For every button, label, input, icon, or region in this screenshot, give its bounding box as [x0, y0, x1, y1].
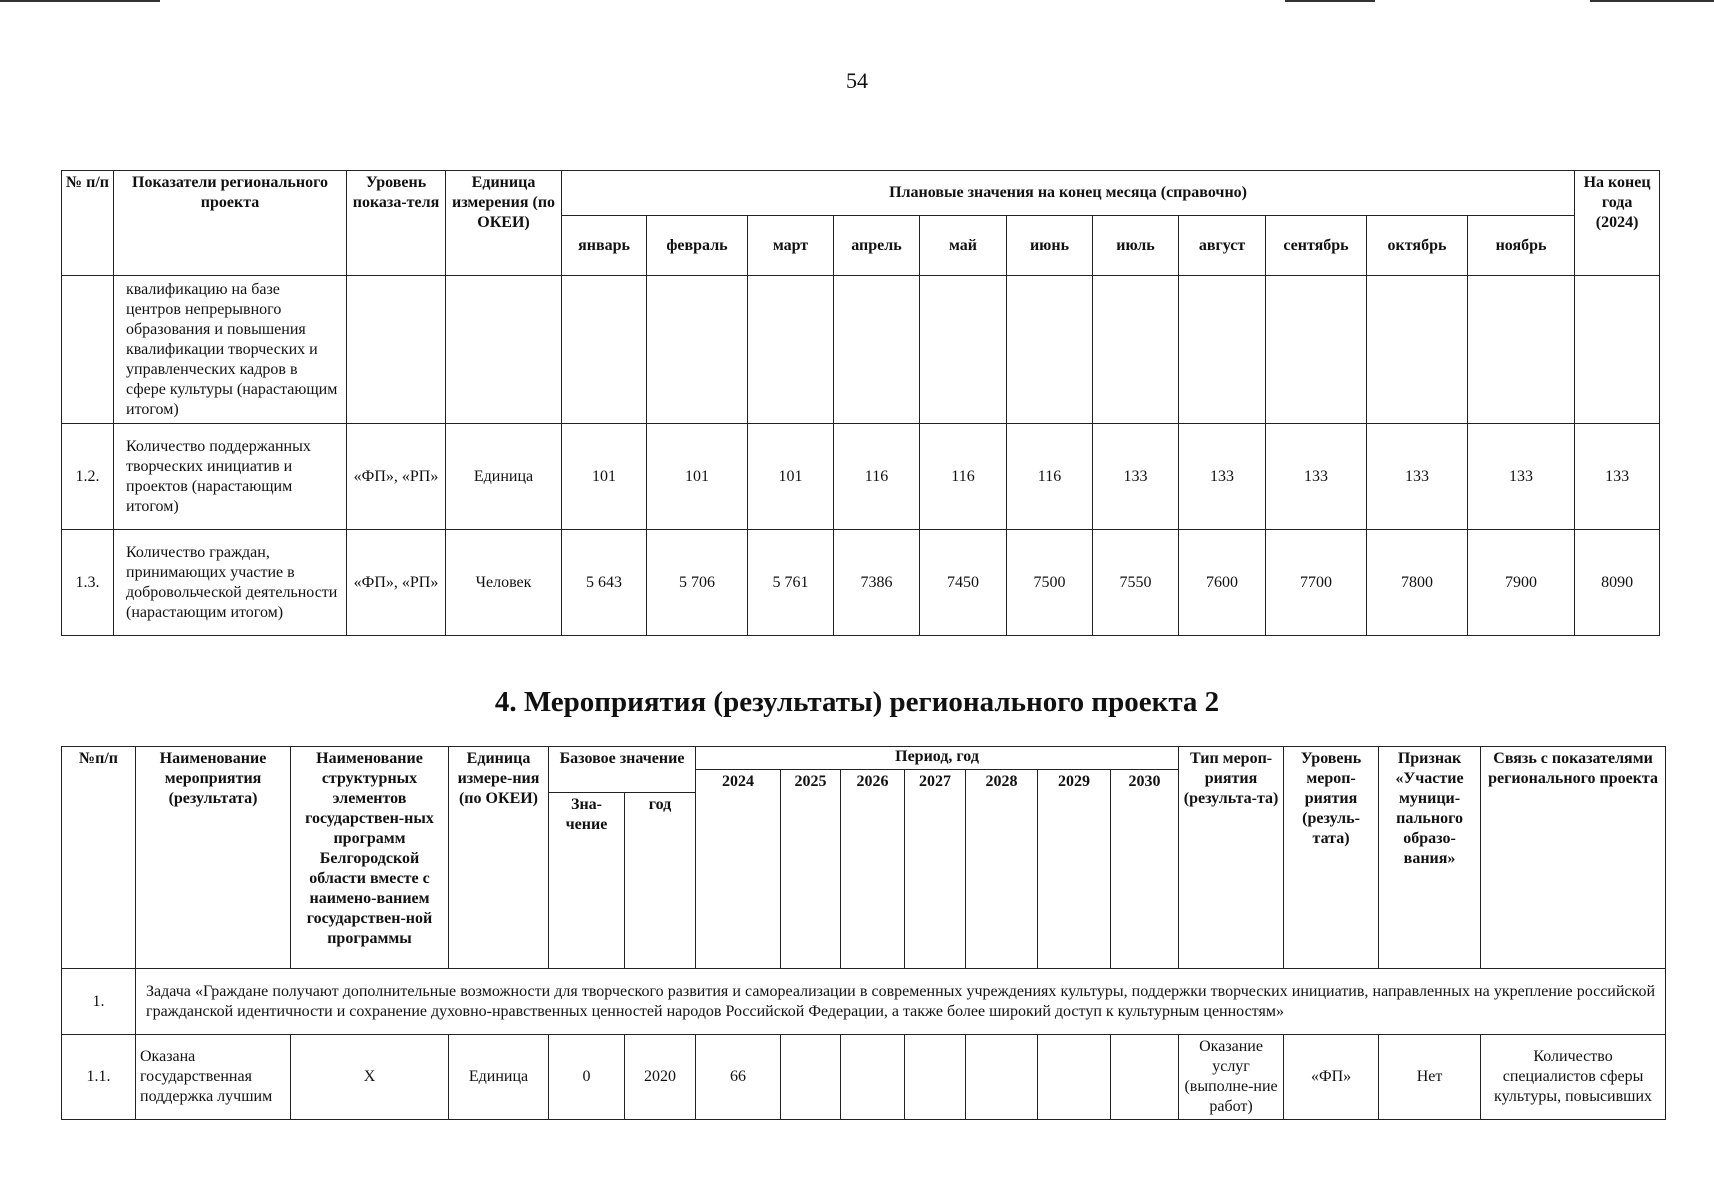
header-month: июль — [1093, 216, 1179, 276]
header-month: апрель — [834, 216, 920, 276]
row-level — [347, 276, 446, 424]
row-structural: X — [291, 1035, 449, 1120]
row-indicator-name: Количество поддержанных творческих инициатив и проектов (нарастающим итогом) — [114, 424, 347, 530]
section-title: 4. Мероприятия (результаты) регионального проекта 2 — [494, 686, 1220, 718]
header-year-end: На конец года (2024) — [1575, 171, 1660, 276]
row-event-name: Оказана государственная поддержка лучшим — [136, 1035, 291, 1120]
row-value: 133 — [1367, 424, 1468, 530]
header-year: 2025 — [781, 770, 841, 969]
row-value: 101 — [647, 424, 748, 530]
task-num: 1. — [62, 969, 136, 1035]
header-year: 2027 — [905, 770, 966, 969]
row-value — [647, 276, 748, 424]
header-year: 2030 — [1111, 770, 1179, 969]
row-level: «ФП», «РП» — [347, 530, 446, 636]
header-structural: Наименование структурных элементов государствен-ных программ Белгородской области вместе с наимено-ванием государствен-ной программы — [291, 747, 449, 969]
row-value: 7800 — [1367, 530, 1468, 636]
row-year-end — [1575, 276, 1660, 424]
row-value: 133 — [1468, 424, 1575, 530]
row-year-value: 66 — [696, 1035, 781, 1120]
header-unit: Единица измерения (по ОКЕИ) — [446, 171, 562, 276]
scan-artifact-line — [1590, 0, 1714, 2]
row-link: Количество специалистов сферы культуры, повысивших — [1481, 1035, 1666, 1120]
indicators-table — [61, 170, 1660, 636]
row-value: 101 — [748, 424, 834, 530]
header-base: Базовое значение — [549, 747, 696, 793]
row-num: 1.2. — [62, 424, 114, 530]
header-year: 2029 — [1038, 770, 1111, 969]
row-value — [920, 276, 1007, 424]
task-row — [62, 969, 1666, 1035]
header-link: Связь с показателями регионального проекта — [1481, 747, 1666, 969]
row-value: 133 — [1179, 424, 1266, 530]
row-value: 7900 — [1468, 530, 1575, 636]
header-base-year: год — [625, 793, 696, 969]
row-value — [1093, 276, 1179, 424]
header-unit: Единица измере-ния (по ОКЕИ) — [449, 747, 549, 969]
row-base-year: 2020 — [625, 1035, 696, 1120]
row-value: 7600 — [1179, 530, 1266, 636]
row-unit: Единица — [449, 1035, 549, 1120]
header-year: 2026 — [841, 770, 905, 969]
row-indicator-name: квалификацию на базе центров непрерывного образования и повышения квалификации творческих и управленческих кадров в сфере культуры (нарастающим итогом) — [114, 276, 347, 424]
row-value: 5 761 — [748, 530, 834, 636]
header-type: Тип мероп-риятия (результа-та) — [1179, 747, 1284, 969]
row-value: 101 — [562, 424, 647, 530]
row-value — [1266, 276, 1367, 424]
row-value — [748, 276, 834, 424]
row-unit: Человек — [446, 530, 562, 636]
row-year-end: 133 — [1575, 424, 1660, 530]
header-event-name: Наименование мероприятия (результата) — [136, 747, 291, 969]
table-row — [62, 276, 1660, 424]
header-num: № п/п — [62, 171, 114, 276]
row-value: 133 — [1093, 424, 1179, 530]
header-period: Период, год — [696, 747, 1179, 770]
page-number: 54 — [846, 68, 868, 93]
row-value: 7700 — [1266, 530, 1367, 636]
header-base-value: Зна-чение — [549, 793, 625, 969]
row-value: 133 — [1266, 424, 1367, 530]
row-year-value — [841, 1035, 905, 1120]
row-value — [1007, 276, 1093, 424]
header-level: Уровень мероп-риятия (резуль-тата) — [1284, 747, 1379, 969]
row-value: 5 643 — [562, 530, 647, 636]
header-month: ноябрь — [1468, 216, 1575, 276]
row-year-value — [1038, 1035, 1111, 1120]
header-month: сентябрь — [1266, 216, 1367, 276]
row-type: Оказание услуг (выполне-ние работ) — [1179, 1035, 1284, 1120]
row-year-value — [905, 1035, 966, 1120]
header-year: 2024 — [696, 770, 781, 969]
row-value — [1367, 276, 1468, 424]
header-month: январь — [562, 216, 647, 276]
task-text: Задача «Граждане получают дополнительные возможности для творческого развития и самореализации в современных учреждениях культуры, поддержки творческих инициатив, направленных на укрепление российской гражданской идентичности и сохранение духовно-нравственных ценностей народов Российской Федерации, а также более широкий доступ к культурным ценностям» — [136, 969, 1666, 1035]
row-unit — [446, 276, 562, 424]
scan-artifact-line — [0, 0, 160, 2]
events-table — [61, 746, 1666, 1120]
row-num — [62, 276, 114, 424]
row-value — [834, 276, 920, 424]
row-num: 1.1. — [62, 1035, 136, 1120]
row-value: 116 — [920, 424, 1007, 530]
row-base-value: 0 — [549, 1035, 625, 1120]
row-unit: Единица — [446, 424, 562, 530]
row-municipal: Нет — [1379, 1035, 1481, 1120]
scan-artifact-line — [1285, 0, 1375, 2]
row-value: 7550 — [1093, 530, 1179, 636]
table-row — [62, 424, 1660, 530]
row-value: 5 706 — [647, 530, 748, 636]
header-planned: Плановые значения на конец месяца (справочно) — [562, 171, 1575, 216]
table-row — [62, 530, 1660, 636]
header-month: март — [748, 216, 834, 276]
row-level: «ФП», «РП» — [347, 424, 446, 530]
row-level: «ФП» — [1284, 1035, 1379, 1120]
row-value — [562, 276, 647, 424]
header-num: №п/п — [62, 747, 136, 969]
row-value: 7386 — [834, 530, 920, 636]
row-year-end: 8090 — [1575, 530, 1660, 636]
row-year-value — [966, 1035, 1038, 1120]
header-month: август — [1179, 216, 1266, 276]
header-municipal: Признак «Участие муници-пального образо-вания» — [1379, 747, 1481, 969]
row-value: 116 — [1007, 424, 1093, 530]
row-num: 1.3. — [62, 530, 114, 636]
header-month: май — [920, 216, 1007, 276]
row-value: 116 — [834, 424, 920, 530]
header-level: Уровень показа-теля — [347, 171, 446, 276]
row-value — [1179, 276, 1266, 424]
header-month: февраль — [647, 216, 748, 276]
header-indicator: Показатели регионального проекта — [114, 171, 347, 276]
table-row — [62, 1035, 1666, 1120]
header-month: июнь — [1007, 216, 1093, 276]
header-year: 2028 — [966, 770, 1038, 969]
row-value: 7450 — [920, 530, 1007, 636]
row-value: 7500 — [1007, 530, 1093, 636]
row-value — [1468, 276, 1575, 424]
row-year-value — [781, 1035, 841, 1120]
header-month: октябрь — [1367, 216, 1468, 276]
row-indicator-name: Количество граждан, принимающих участие в добровольческой деятельности (нарастающим итогом) — [114, 530, 347, 636]
row-year-value — [1111, 1035, 1179, 1120]
